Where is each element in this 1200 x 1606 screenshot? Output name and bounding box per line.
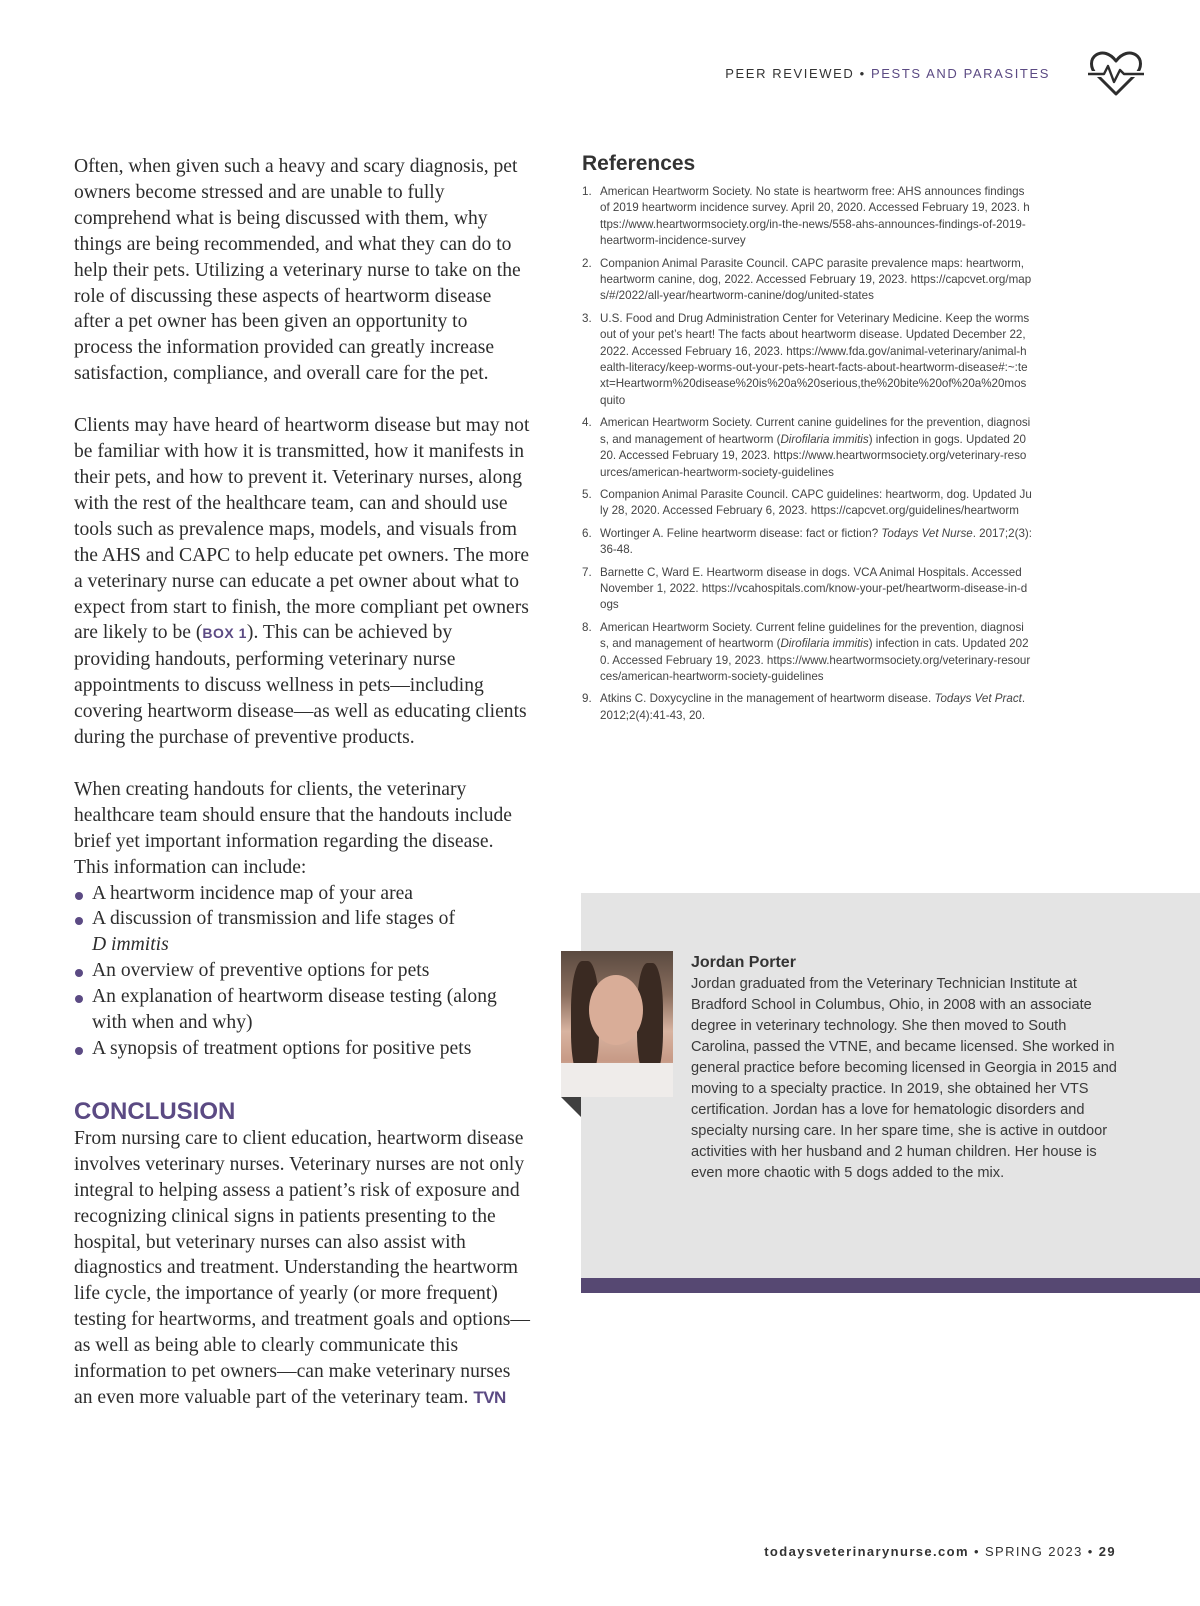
running-header (725, 66, 1050, 81)
reference-item: 9. Atkins C. Doxycycline in the management of heartworm disease. Todays Vet Pract. 2012;2(4):41-43, 20. (582, 692, 1026, 722)
footer-site-link[interactable]: todaysveterinarynurse.com (764, 1544, 969, 1559)
footer-issue: SPRING 2023 (984, 1544, 1083, 1559)
page-footer (764, 1544, 1116, 1559)
reference-item: 8. American Heartworm Society. Current feline guidelines for the prevention, diagnosis, and management of heartworm (Dirofilaria immitis) infection in cats. Updated 2020. Accessed February 19, 2023. https://www.heartwormsociety.org/veterinary-resources/american-heartworm-society-guidelines (582, 620, 1031, 683)
reference-item: 7. Barnette C, Ward E. Heartworm disease in dogs. VCA Animal Hospitals. Accessed November 1, 2022. https://vcahospitals.com/know-your-pet/heartworm-disease-in-dogs (582, 565, 1028, 612)
photo-corner-fold (561, 1097, 581, 1117)
author-bio (691, 952, 1121, 1184)
header-label: PEER REVIEWED (725, 66, 855, 81)
references-heading: References (582, 152, 696, 175)
reference-item: 2. Companion Animal Parasite Council. CAPC parasite prevalence maps: heartworm, heartworm canine, dog, 2022. Accessed February 19, 2023. https://capcvet.org/maps/#/2022/all-year/heartworm-canine/dog/united-states (582, 256, 1032, 303)
paragraph-1: Often, when given such a heavy and scary diagnosis, pet owners become stressed and are unable to fully comprehend what is being discussed with them, why things are being recommended, and what they can do to help their pets. Utilizing a veterinary nurse to take on the role of discussing these aspects of heartworm disease after a pet owner has been given an opportunity to process the information provided can greatly increase satisfaction, compliance, and overall care for the pet. (74, 156, 521, 385)
reference-item: 1. American Heartworm Society. No state is heartworm free: AHS announces findings of 2019 heartworm incidence survey. April 20, 2020. Accessed February 19, 2023. https://www.heartwormsociety.org/in-the-news/558-ahs-announces-findings-of-2019-heartworm-incidence-survey (582, 185, 1030, 248)
references-list (582, 184, 1032, 724)
conclusion-heading: CONCLUSION (74, 1097, 236, 1125)
header-separator: • (859, 66, 866, 81)
main-column (74, 154, 530, 1411)
list-item: A synopsis of treatment options for positive pets (74, 1036, 530, 1062)
author-name: Jordan Porter (691, 954, 796, 971)
bio-accent-bar (581, 1278, 1200, 1293)
header-section: PESTS AND PARASITES (871, 66, 1050, 81)
footer-separator: • (974, 1544, 980, 1559)
list-item: An explanation of heartworm disease testing (along with when and why) (74, 984, 530, 1036)
author-bio-text: Jordan graduated from the Veterinary Technician Institute at Bradford School in Columbus, Ohio, in 2008 with an associate degree in veterinary technology. She then moved to South Carolina, passed the VTNE, and became licensed. She worked in general practice before becoming licensed in Georgia in 2015 and moving to a specialty practice. In 2019, she obtained her VTS certification. Jordan has a love for hematologic disorders and specialty nursing care. In her spare time, she is active in outdoor activities with her husband and 2 human children. Her house is even more chaotic with 5 dogs added to the mix. (691, 976, 1117, 1181)
page-number: 29 (1098, 1544, 1116, 1559)
author-photo (561, 951, 673, 1097)
reference-item: 3. U.S. Food and Drug Administration Center for Veterinary Medicine. Keep the worms out of your pet’s heart! The facts about heartworm disease. Updated December 22, 2022. Accessed February 16, 2023. https://www.fda.gov/animal-veterinary/animal-health-literacy/keep-worms-out-your-pets-heart-facts-about-heartworm-disease#:~:text=Heartworm%20disease%20is%20a%20serious,the%20bite%20of%20a%20mosquito (582, 311, 1030, 407)
reference-item: 6. Wortinger A. Feline heartworm disease: fact or fiction? Todays Vet Nurse. 2017;2(3):36-48. (582, 526, 1032, 557)
conclusion-paragraph: From nursing care to client education, heartworm disease involves veterinary nurses. Veterinary nurses are not only integral to helping assess a patient’s risk of exposure and recognizing clinical signs in patients presenting to the hospital, but veterinary nurses can also assist with diagnostics and treatment. Understanding the heartworm life cycle, the importance of yearly (or more frequent) testing for heartworms, and treatment goals and options—as well as being able to clearly communicate this information to pet owners—can make veterinary nurses an even more valuable part of the veterinary team. TVN (74, 1127, 530, 1408)
list-item: A discussion of transmission and life stages of D immitis (74, 906, 530, 958)
reference-item: 5. Companion Animal Parasite Council. CAPC guidelines: heartworm, dog. Updated July 28, 2020. Accessed February 6, 2023. https://capcvet.org/guidelines/heartworm (582, 487, 1032, 518)
paragraph-2: Clients may have heard of heartworm disease but may not be familiar with how it is transmitted, how it manifests in their pets, and how to prevent it. Veterinary nurses, along with the rest of the healthcare team, can and should use tools such as prevalence maps, models, and visuals from the AHS and CAPC to help educate pet owners. The more a veterinary nurse can educate a pet owner about what to expect from start to finish, the more compliant pet owners are likely to be (BOX 1). This can be achieved by providing handouts, performing veterinary nurse appointments to discuss wellness in pets—including covering heartworm disease—as well as educating clients during the purchase of preventive products. (74, 415, 530, 749)
references-section (582, 152, 1032, 730)
handout-list (74, 881, 530, 1062)
species-name: D immitis (92, 934, 169, 956)
list-item: An overview of preventive options for pets (74, 958, 530, 984)
reference-item: 4. American Heartworm Society. Current canine guidelines for the prevention, diagnosis, and management of heartworm (Dirofilaria immitis) infection in gogs. Updated 2020. Accessed February 19, 2023. https://www.heartwormsociety.org/veterinary-resources/american-heartworm-society-guidelines (582, 416, 1031, 479)
box-1-link[interactable]: BOX 1 (202, 625, 247, 642)
footer-separator: • (1087, 1544, 1094, 1559)
paragraph-3: When creating handouts for clients, the veterinary healthcare team should ensure that the handouts include brief yet important information regarding the disease. This information can include: (74, 778, 512, 878)
heart-pulse-icon (1088, 50, 1144, 98)
tvn-end-mark: TVN (473, 1387, 506, 1407)
list-item: A heartworm incidence map of your area (74, 881, 530, 907)
